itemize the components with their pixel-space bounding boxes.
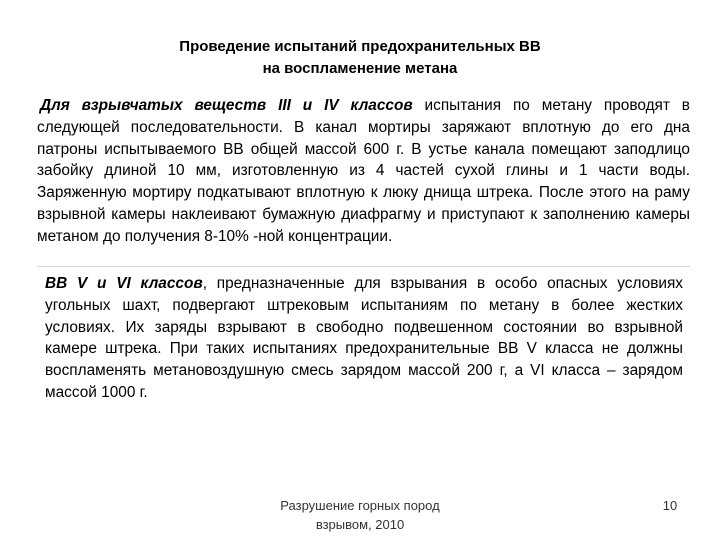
paragraph-2-text: , предназначенные для взрывания в особо опасных условиях угольных шахт, подвергают штрековым испытаниям по метану в более жестких условиях. Их заряды взрывают в свободно подвешенном состоянии во взрывной камере штрека. При таких испытаниях предохранительные ВВ V класса не должны воспламенять метановоздушную смесь зарядом массой 200 г, а VI класса – зарядом массой 1000 г. (45, 275, 683, 401)
paragraph-2-lead: ВВ V и VI классов (45, 275, 203, 292)
footer-line-2: взрывом, 2010 (315, 517, 405, 532)
footer-caption (240, 496, 480, 534)
paragraph-1-text: испытания по метану проводят в следующей последовательности. В канал мортиры заряжают вплотную до его дна патроны испытываемого ВВ общей массой 600 г. В устье канала помещают заподлицо забойку длиной 10 мм, изготовленную из 4 частей сухой глины и 1 части воды. Заряженную мортиру подкатывают вплотную к люку днища штрека. После этого на раму взрывной камеры наклеивают бумажную диафрагму и приступают к заполнению камеры метаном до получения 8-10% -ной концентрации. (37, 97, 690, 245)
slide-title-line-2: на воспламенение метана (262, 60, 458, 77)
paragraph-1-lead: Для взрывчатых веществ III и IV классов (40, 97, 413, 114)
footer-line-1: Разрушение горных пород (280, 498, 440, 513)
paragraph-explosives-class-3-4 (37, 95, 690, 248)
slide-title-line-1: Проведение испытаний предохранительных ВВ (179, 38, 541, 55)
paragraph-divider (37, 266, 690, 267)
paragraph-explosives-class-5-6 (45, 273, 683, 404)
page-number: 10 (662, 498, 678, 513)
slide-title (0, 36, 720, 80)
